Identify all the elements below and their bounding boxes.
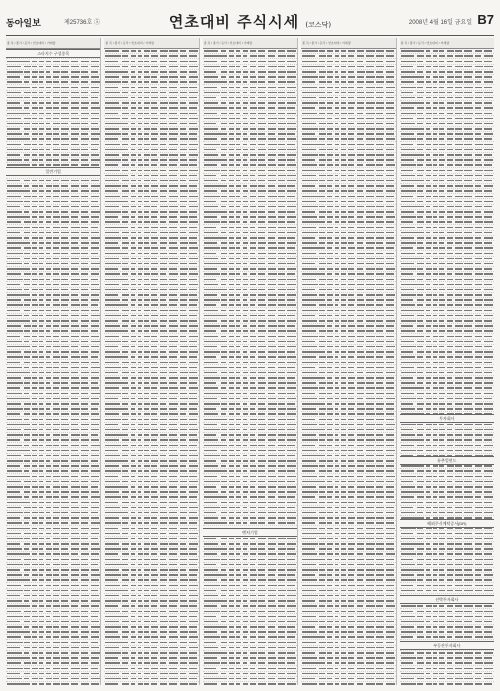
stock-column-2	[104, 38, 199, 685]
section-label: 스타지수 구성종목	[6, 49, 100, 58]
section-label: 벤처기업	[203, 528, 297, 537]
stock-rows	[203, 49, 297, 685]
column-header: 종 목 / 종가 / 등락 / 연초대비 / 거래량	[104, 38, 198, 49]
table-row	[400, 682, 494, 685]
table-row	[6, 682, 100, 685]
stock-rows	[104, 49, 198, 685]
publication-date: 2008년 4월 16일 금요일	[408, 20, 472, 26]
column-header: 종 목 / 종가 / 등락 / 연초대비 / 거래량	[203, 38, 297, 49]
section-label: 부동산투자회사	[400, 641, 494, 650]
section-label: 뮤추얼펀드	[400, 456, 494, 465]
column-header: 종 목 / 종가 / 등락 / 연초대비 / 거래량	[400, 38, 494, 49]
title-subtitle: (코스닥)	[305, 21, 332, 29]
stock-rows	[400, 49, 494, 685]
stock-table-columns	[6, 38, 494, 685]
stock-rows	[6, 49, 100, 685]
stock-column-1	[6, 38, 101, 685]
stock-rows	[301, 49, 395, 685]
section-label: 투자회사	[400, 414, 494, 423]
stock-column-4	[301, 38, 396, 685]
table-row	[301, 682, 395, 685]
section-label: 일반기업	[6, 167, 100, 176]
table-row	[104, 682, 198, 685]
masthead	[6, 10, 494, 34]
column-header: 종 목 / 종가 / 등락 / 연초대비 / 거래량	[301, 38, 395, 49]
paper-name: 동아일보	[6, 19, 41, 29]
stock-column-3	[203, 38, 298, 685]
section-label: 선박투자회사	[400, 595, 494, 604]
table-row	[203, 682, 297, 685]
column-header: 종 목 / 종가 / 등락 / 연초대비 / 거래량	[6, 38, 100, 49]
issue-number: 제25736호 ⑤	[64, 20, 100, 26]
stock-column-5	[400, 38, 494, 685]
page-number: B7	[477, 12, 494, 27]
header-rule	[6, 35, 494, 36]
title-main: 연초대비 주식시세	[168, 13, 300, 31]
section-label: 해외주식예탁증서(DR)	[400, 519, 494, 528]
